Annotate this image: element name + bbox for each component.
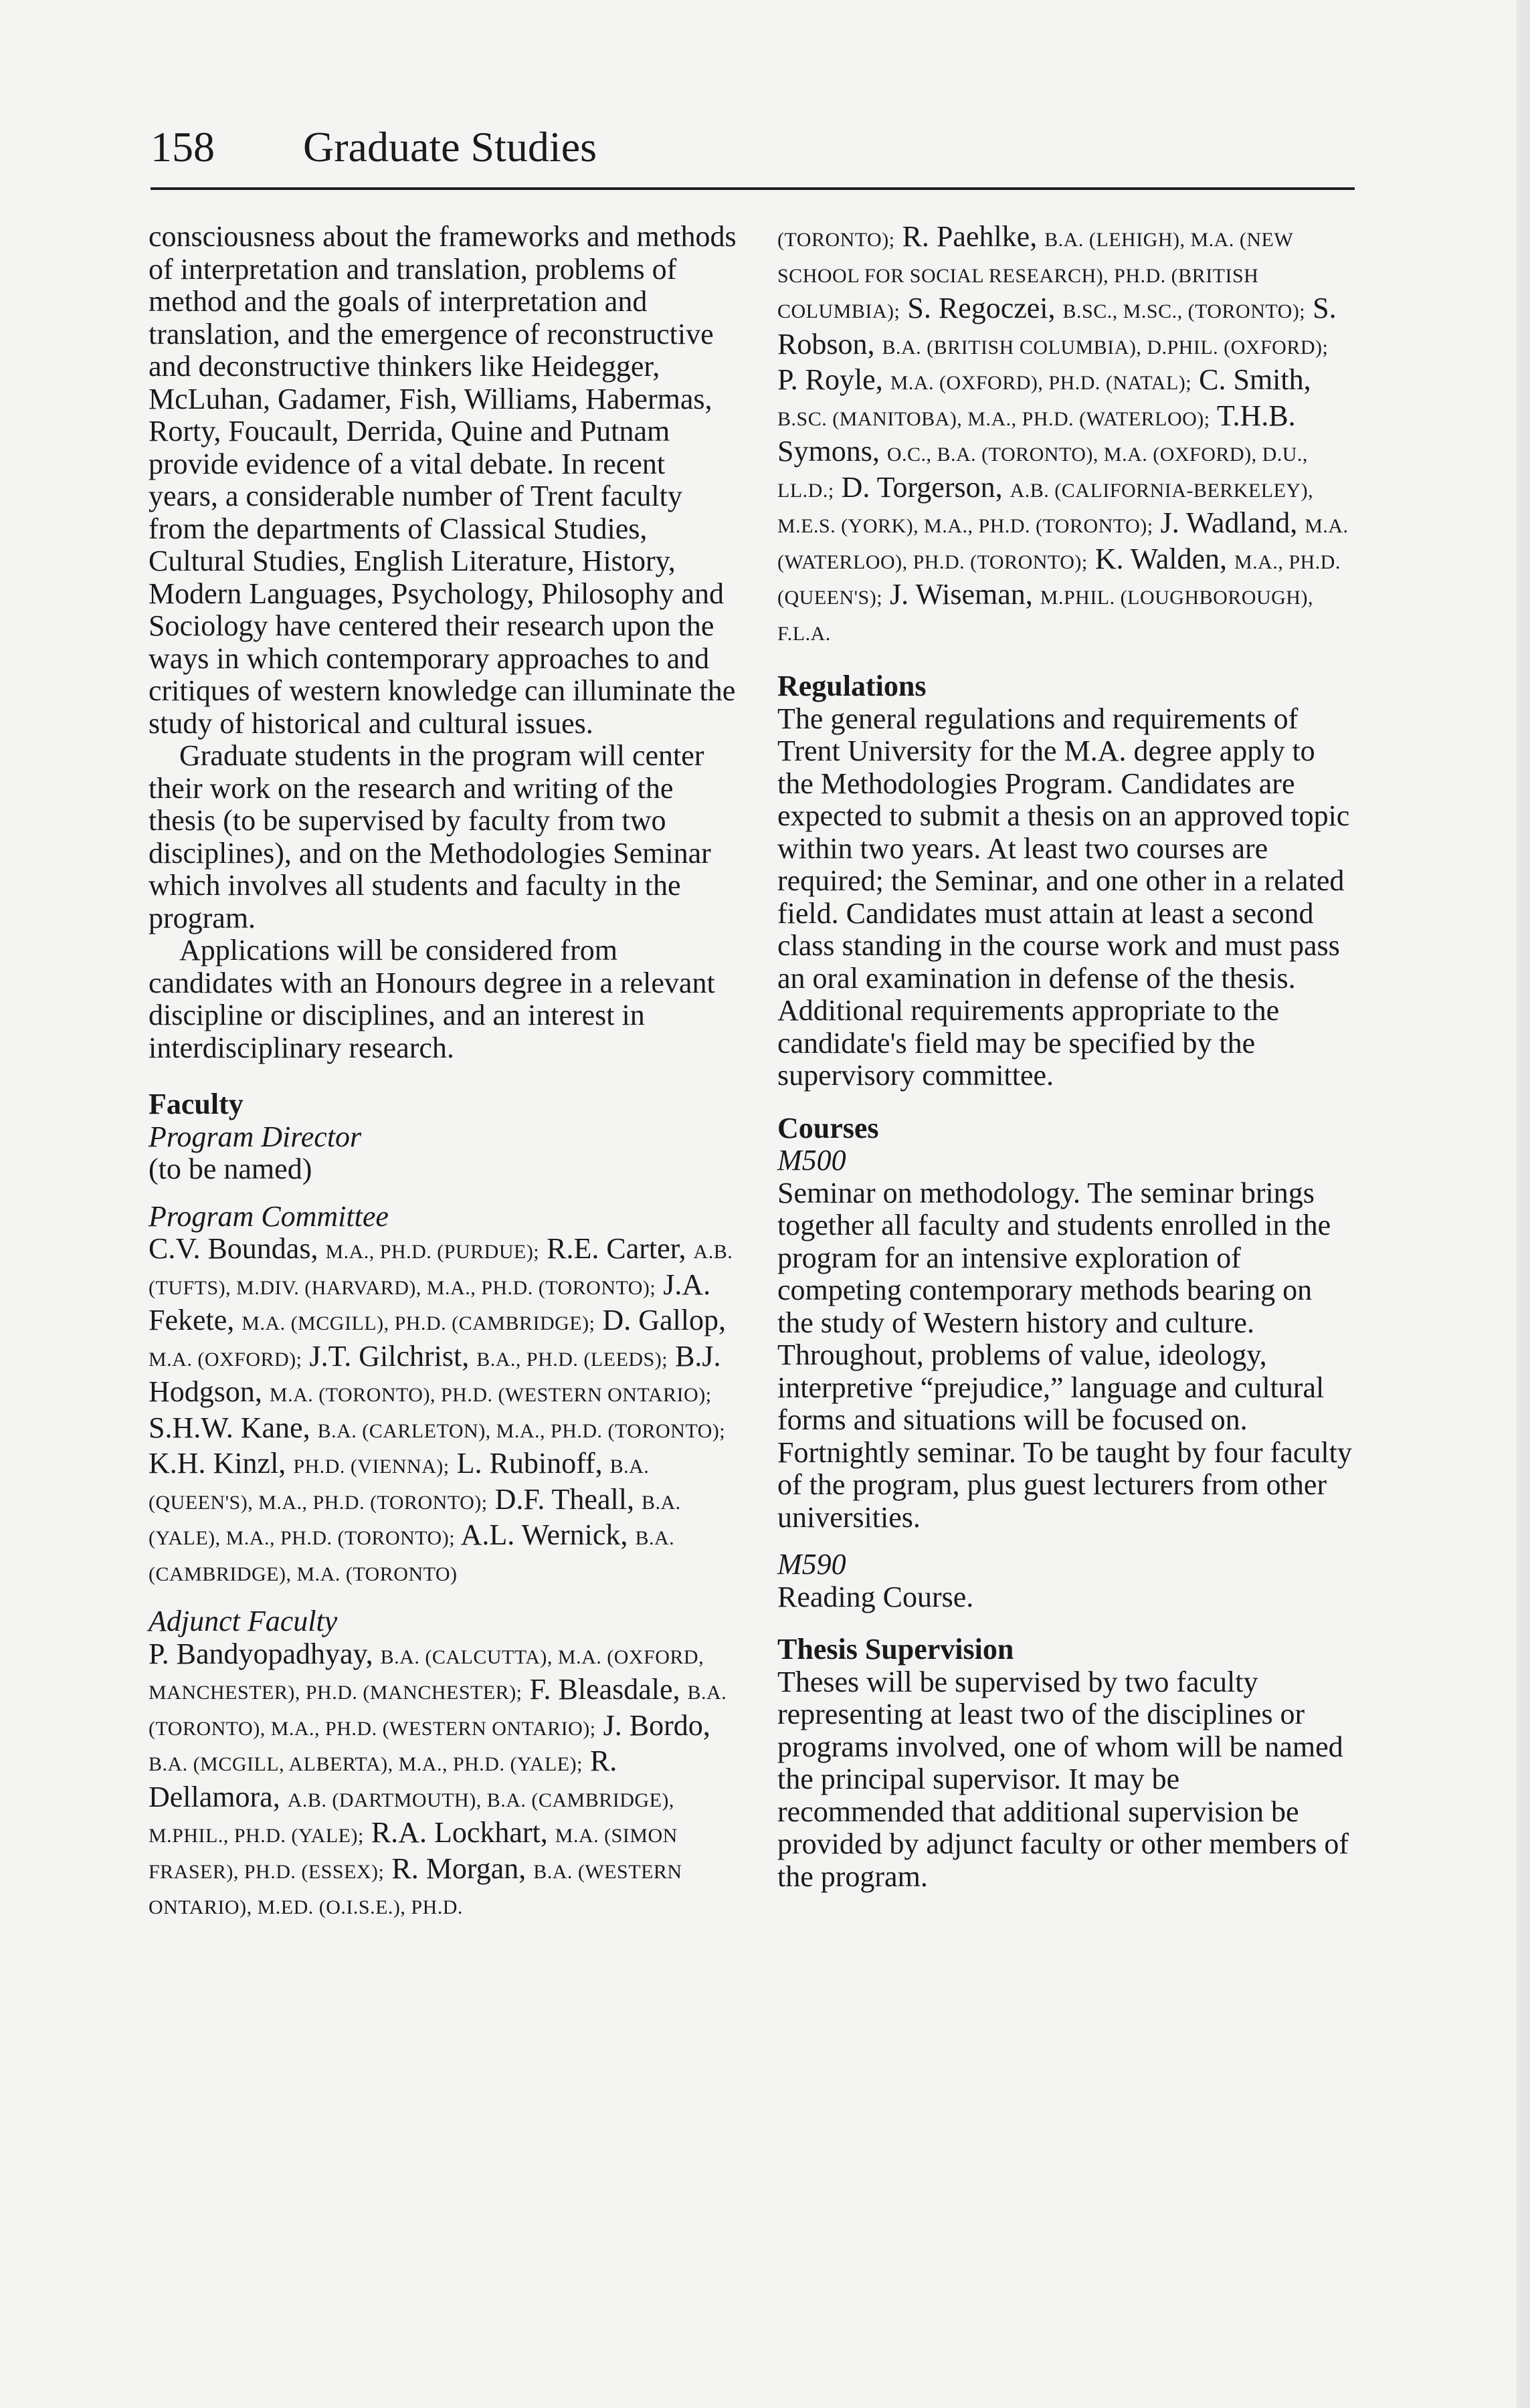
faculty-credentials: M.A. (OXFORD), PH.D. (NATAL); [890, 372, 1192, 394]
faculty-name: K.H. Kinzl, [149, 1447, 286, 1480]
faculty-name: D. Gallop, [602, 1304, 726, 1336]
faculty-name: J.A. Fekete, [149, 1268, 711, 1336]
course-code-m500: M500 [777, 1144, 846, 1177]
faculty-credentials: A.B. (DARTMOUTH), B.A. (CAMBRIDGE), M.PHIL., PH.D. (YALE); [149, 1789, 674, 1847]
faculty-name: T.H.B. Symons, [777, 399, 1296, 468]
adjunct-faculty-list-continued [777, 221, 1353, 650]
faculty-credentials: M.A. (OXFORD); [149, 1348, 302, 1371]
page-number: 158 [151, 123, 215, 171]
faculty-name: D. Torgerson, [841, 470, 1003, 504]
thesis-supervision-text: Theses will be supervised by two faculty representing at least two of the disciplines or programs involved, one of whom will be named the principal supervisor. It may be recommended that additional supervision be provided by adjunct faculty or other members of the program. [777, 1665, 1349, 1893]
regulations-heading: Regulations [777, 670, 927, 702]
faculty-credentials: M.A., PH.D. (QUEEN'S); [777, 550, 1341, 609]
header-rule [151, 187, 1355, 190]
faculty-credentials: A.B. (TUFTS), M.DIV. (HARVARD), M.A., PH.D. (TORONTO); [149, 1241, 733, 1299]
course-description-m500: Seminar on methodology. The seminar brings together all faculty and students enrolled in the program for an intensive exploration of competing contemporary methods bearing on the study of Western history and culture. Throughout, problems of value, ideology, interpretive “prejudice,” language and cultural forms and situations will be focused on. Fortnightly seminar. To be taught by four faculty of the program, plus guest lecturers from other universities. [777, 1176, 1352, 1534]
faculty-name: J. Wadland, [1160, 506, 1298, 539]
faculty-name: B.J. Hodgson, [149, 1339, 721, 1408]
page-header [151, 120, 1355, 181]
faculty-credentials: B.A. (MCGILL, ALBERTA), M.A., PH.D. (YALE); [149, 1753, 583, 1775]
regulations-text: The general regulations and requirements of Trent University for the M.A. degree apply to the Methodologies Program. Candidates are expected to submit a thesis on an approved topic within two years. At least two courses are required; the Seminar, and one other in a related field. Candidates must attain at least a second class standing in the course work and must pass an oral examination in defense of the thesis. Additional requirements appropriate to the candidate's field may be specified by the supervisory committee. [777, 702, 1350, 1092]
faculty-heading: Faculty [149, 1088, 244, 1120]
courses-heading: Courses [777, 1111, 879, 1144]
faculty-credentials: PH.D. (VIENNA); [293, 1456, 450, 1478]
faculty-name: C. Smith, [1199, 363, 1311, 396]
intro-paragraph-2: Graduate students in the program will center their work on the research and writing of the thesis (to be supervised by faculty from two disciplines), and on the Methodologies Seminar which involves all students and faculty in the program. [149, 739, 711, 934]
faculty-name: P. Royle, [777, 363, 883, 396]
faculty-credentials: M.A. (SIMON FRASER), PH.D. (ESSEX); [149, 1825, 678, 1883]
faculty-name: P. Bandyopadhyay, [149, 1637, 373, 1670]
faculty-credentials: M.PHIL. (LOUGHBOROUGH), F.L.A. [777, 587, 1313, 645]
faculty-name: R. Paehlke, [902, 220, 1038, 253]
faculty-credentials: B.A. (TORONTO), M.A., PH.D. (WESTERN ONTARIO); [149, 1682, 727, 1740]
faculty-name: R.A. Lockhart, [371, 1816, 548, 1849]
intro-paragraph-3: Applications will be considered from candidates with an Honours degree in a relevant discipline or disciplines, and an interest in interdisciplinary research. [149, 934, 715, 1064]
faculty-name: S.H.W. Kane, [149, 1411, 310, 1444]
faculty-credentials: B.SC., M.SC., (TORONTO); [1062, 300, 1306, 322]
faculty-name: R.E. Carter, [547, 1232, 686, 1265]
faculty-credentials: M.A. (MCGILL), PH.D. (CAMBRIDGE); [242, 1312, 595, 1334]
program-committee-list [149, 1233, 737, 1591]
faculty-name: J. Bordo, [603, 1708, 710, 1742]
faculty-name: F. Bleasdale, [529, 1673, 680, 1706]
faculty-name: C.V. Boundas, [149, 1232, 318, 1265]
faculty-credentials: M.A. (WATERLOO), PH.D. (TORONTO); [777, 515, 1349, 573]
adjunct-faculty-label: Adjunct Faculty [149, 1605, 338, 1637]
faculty-name: A.L. Wernick, [460, 1518, 628, 1551]
right-column [777, 221, 1353, 1893]
faculty-name: J.T. Gilchrist, [309, 1339, 470, 1373]
faculty-name: R. Dellamora, [149, 1744, 617, 1813]
faculty-credentials: B.A. (CARLETON), M.A., PH.D. (TORONTO); [317, 1419, 726, 1442]
faculty-credentials: B.A. (YALE), M.A., PH.D. (TORONTO); [149, 1491, 681, 1549]
faculty-credentials: B.A. (CAMBRIDGE), M.A. (TORONTO) [149, 1527, 675, 1585]
faculty-name: K. Walden, [1094, 542, 1227, 575]
faculty-credentials: B.A., PH.D. (LEEDS); [476, 1348, 668, 1371]
faculty-name: S. Regoczei, [907, 292, 1056, 324]
faculty-credentials: O.C., B.A. (TORONTO), M.A. (OXFORD), D.U., LL.D.; [777, 443, 1308, 502]
course-code-m590: M590 [777, 1548, 846, 1581]
faculty-credentials: B.SC. (MANITOBA), M.A., PH.D. (WATERLOO); [777, 407, 1210, 430]
faculty-credentials: B.A. (QUEEN'S), M.A., PH.D. (TORONTO); [149, 1456, 650, 1514]
faculty-name: S. Robson, [777, 292, 1337, 361]
thesis-supervision-heading: Thesis Supervision [777, 1633, 1014, 1666]
faculty-credentials: M.A., PH.D. (PURDUE); [325, 1241, 540, 1263]
faculty-name: L. Rubinoff, [456, 1447, 603, 1480]
program-committee-label: Program Committee [149, 1199, 389, 1233]
faculty-credentials: B.A. (WESTERN ONTARIO), M.ED. (O.I.S.E.), PH.D. [149, 1860, 682, 1918]
faculty-credentials: (TORONTO); [777, 229, 895, 251]
faculty-name: D.F. Theall, [494, 1482, 634, 1516]
faculty-name: R. Morgan, [391, 1851, 527, 1885]
faculty-credentials: B.A. (LEHIGH), M.A. (NEW SCHOOL FOR SOCIAL RESEARCH), PH.D. (BRITISH COLUMBIA); [777, 229, 1293, 322]
course-description-m590: Reading Course. [777, 1580, 974, 1613]
page-edge-shadow [1517, 0, 1530, 2408]
program-director-value: (to be named) [149, 1152, 312, 1185]
faculty-credentials: M.A. (TORONTO), PH.D. (WESTERN ONTARIO); [269, 1384, 712, 1406]
intro-paragraph-1: consciousness about the frameworks and methods of interpretation and translation, problems of method and the goals of interpretation and translation, and the emergence of reconstructive and deconstructive thinkers like Heidegger, McLuhan, Gadamer, Fish, Williams, Habermas, Rorty, Foucault, Derrida, Quine and Putnam provide evidence of a vital debate. In recent years, a considerable number of Trent faculty from the departments of Classical Studies, Cultural Studies, English Literature, History, Modern Languages, Psychology, Philosophy and Sociology have centered their research upon the ways in which contemporary approaches to and critiques of western knowledge can illuminate the study of historical and cultural issues. [149, 220, 737, 740]
faculty-credentials: A.B. (CALIFORNIA-BERKELEY), M.E.S. (YORK), M.A., PH.D. (TORONTO); [777, 479, 1314, 537]
left-column [149, 221, 737, 1924]
adjunct-faculty-list [149, 1638, 737, 1924]
faculty-credentials: B.A. (CALCUTTA), M.A. (OXFORD, MANCHESTER), PH.D. (MANCHESTER); [149, 1645, 704, 1704]
running-title: Graduate Studies [303, 123, 597, 171]
faculty-credentials: B.A. (BRITISH COLUMBIA), D.PHIL. (OXFORD); [882, 336, 1329, 359]
program-director-label: Program Director [149, 1120, 362, 1153]
faculty-name: J. Wiseman, [890, 578, 1033, 611]
